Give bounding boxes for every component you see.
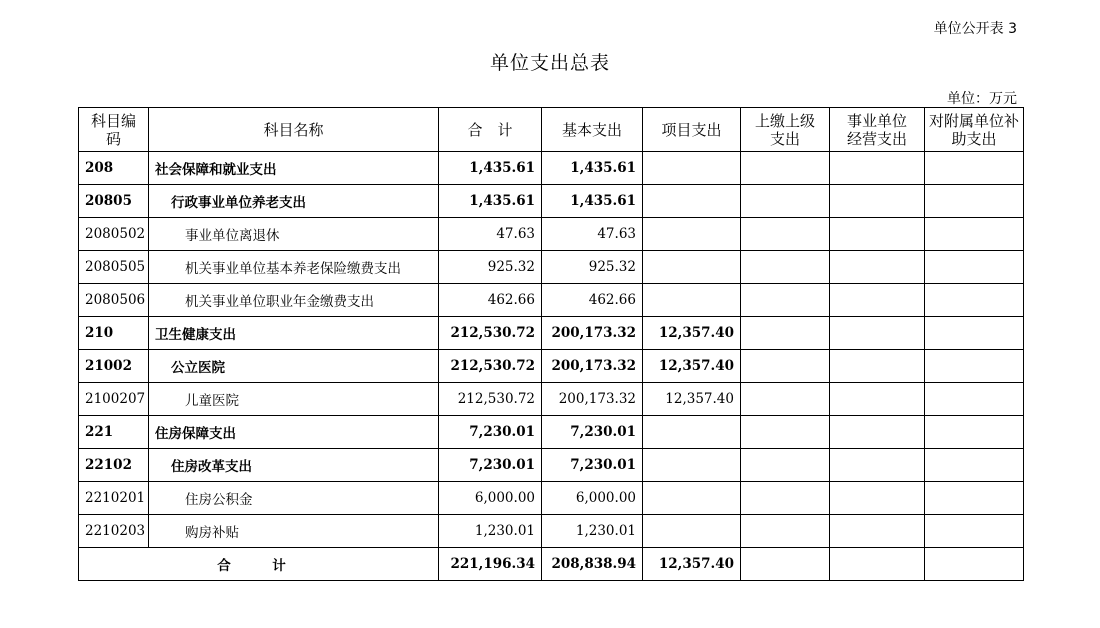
- cell-subsidy: [925, 449, 1024, 482]
- cell-name: 机关事业单位基本养老保险缴费支出: [149, 251, 439, 284]
- cell-basic: 208,838.94: [542, 548, 643, 581]
- cell-upper: [741, 350, 830, 383]
- cell-subsidy: [925, 218, 1024, 251]
- cell-upper: [741, 416, 830, 449]
- cell-project: [643, 482, 741, 515]
- cell-upper: [741, 218, 830, 251]
- cell-total: 6,000.00: [439, 482, 542, 515]
- header-basic: 基本支出: [542, 108, 643, 152]
- cell-name: 购房补贴: [149, 515, 439, 548]
- header-upper: 上缴上级支出: [741, 108, 830, 152]
- cell-total: 7,230.01: [439, 449, 542, 482]
- cell-code: 21002: [79, 350, 149, 383]
- cell-upper: [741, 317, 830, 350]
- cell-total: 7,230.01: [439, 416, 542, 449]
- cell-basic: 6,000.00: [542, 482, 643, 515]
- cell-operation: [830, 548, 925, 581]
- cell-name: 卫生健康支出: [149, 317, 439, 350]
- cell-upper: [741, 449, 830, 482]
- cell-project: [643, 152, 741, 185]
- cell-name: 公立医院: [149, 350, 439, 383]
- expenditure-table: [78, 107, 1024, 581]
- cell-subsidy: [925, 185, 1024, 218]
- cell-total: 462.66: [439, 284, 542, 317]
- cell-basic: 1,435.61: [542, 152, 643, 185]
- cell-code: 20805: [79, 185, 149, 218]
- cell-subsidy: [925, 284, 1024, 317]
- cell-code: 22102: [79, 449, 149, 482]
- cell-total: 212,530.72: [439, 383, 542, 416]
- cell-upper: [741, 515, 830, 548]
- cell-operation: [830, 284, 925, 317]
- cell-subsidy: [925, 251, 1024, 284]
- cell-name: 机关事业单位职业年金缴费支出: [149, 284, 439, 317]
- cell-project: [643, 515, 741, 548]
- cell-code: 2210203: [79, 515, 149, 548]
- cell-operation: [830, 251, 925, 284]
- cell-basic: 1,435.61: [542, 185, 643, 218]
- header-code: 科目编码: [79, 108, 149, 152]
- cell-project: 12,357.40: [643, 548, 741, 581]
- cell-subsidy: [925, 548, 1024, 581]
- cell-code: 208: [79, 152, 149, 185]
- cell-total: 212,530.72: [439, 350, 542, 383]
- cell-project: 12,357.40: [643, 317, 741, 350]
- table-row: [79, 251, 1024, 284]
- cell-upper: [741, 152, 830, 185]
- cell-total: 221,196.34: [439, 548, 542, 581]
- cell-operation: [830, 317, 925, 350]
- cell-operation: [830, 482, 925, 515]
- cell-basic: 200,173.32: [542, 317, 643, 350]
- cell-total: 47.63: [439, 218, 542, 251]
- cell-subsidy: [925, 416, 1024, 449]
- cell-upper: [741, 185, 830, 218]
- cell-basic: 200,173.32: [542, 350, 643, 383]
- cell-project: [643, 284, 741, 317]
- table-row: [79, 185, 1024, 218]
- cell-subsidy: [925, 317, 1024, 350]
- cell-name: 住房改革支出: [149, 449, 439, 482]
- page-title: 单位支出总表: [489, 52, 610, 74]
- cell-name: 儿童医院: [149, 383, 439, 416]
- unit-label: 单位：万元: [947, 91, 1017, 107]
- cell-name: 住房公积金: [149, 482, 439, 515]
- cell-name: 住房保障支出: [149, 416, 439, 449]
- table-row: [79, 383, 1024, 416]
- total-label: 合 计: [79, 548, 439, 581]
- table-row: [79, 416, 1024, 449]
- cell-upper: [741, 482, 830, 515]
- cell-operation: [830, 383, 925, 416]
- cell-basic: 925.32: [542, 251, 643, 284]
- cell-operation: [830, 218, 925, 251]
- cell-project: [643, 218, 741, 251]
- cell-code: 2080505: [79, 251, 149, 284]
- table-row: [79, 218, 1024, 251]
- cell-project: 12,357.40: [643, 383, 741, 416]
- cell-subsidy: [925, 152, 1024, 185]
- table-row: [79, 317, 1024, 350]
- cell-basic: 7,230.01: [542, 449, 643, 482]
- table-row: [79, 152, 1024, 185]
- cell-project: 12,357.40: [643, 350, 741, 383]
- header-name: 科目名称: [149, 108, 439, 152]
- cell-project: [643, 449, 741, 482]
- cell-total: 1,435.61: [439, 185, 542, 218]
- cell-total: 1,230.01: [439, 515, 542, 548]
- header-subsidy: 对附属单位补助支出: [925, 108, 1024, 152]
- table-row: [79, 449, 1024, 482]
- cell-name: 社会保障和就业支出: [149, 152, 439, 185]
- table-row: [79, 515, 1024, 548]
- table-number-label: 单位公开表 3: [933, 21, 1017, 37]
- cell-total: 1,435.61: [439, 152, 542, 185]
- cell-operation: [830, 416, 925, 449]
- table-row: [79, 482, 1024, 515]
- cell-project: [643, 416, 741, 449]
- cell-subsidy: [925, 515, 1024, 548]
- cell-upper: [741, 548, 830, 581]
- cell-code: 2080502: [79, 218, 149, 251]
- cell-upper: [741, 383, 830, 416]
- cell-basic: 1,230.01: [542, 515, 643, 548]
- cell-operation: [830, 350, 925, 383]
- cell-operation: [830, 185, 925, 218]
- table-row: [79, 350, 1024, 383]
- cell-code: 2080506: [79, 284, 149, 317]
- cell-subsidy: [925, 350, 1024, 383]
- cell-operation: [830, 152, 925, 185]
- cell-basic: 7,230.01: [542, 416, 643, 449]
- cell-code: 2100207: [79, 383, 149, 416]
- cell-name: 事业单位离退休: [149, 218, 439, 251]
- cell-basic: 200,173.32: [542, 383, 643, 416]
- cell-upper: [741, 284, 830, 317]
- cell-basic: 47.63: [542, 218, 643, 251]
- table-row: [79, 284, 1024, 317]
- cell-project: [643, 251, 741, 284]
- cell-subsidy: [925, 482, 1024, 515]
- header-row: [79, 108, 1024, 152]
- cell-upper: [741, 251, 830, 284]
- cell-operation: [830, 515, 925, 548]
- cell-project: [643, 185, 741, 218]
- cell-code: 210: [79, 317, 149, 350]
- header-operation: 事业单位经营支出: [830, 108, 925, 152]
- header-total: 合 计: [439, 108, 542, 152]
- cell-code: 2210201: [79, 482, 149, 515]
- cell-subsidy: [925, 383, 1024, 416]
- cell-basic: 462.66: [542, 284, 643, 317]
- cell-operation: [830, 449, 925, 482]
- total-row: [79, 548, 1024, 581]
- header-project: 项目支出: [643, 108, 741, 152]
- cell-total: 212,530.72: [439, 317, 542, 350]
- cell-name: 行政事业单位养老支出: [149, 185, 439, 218]
- cell-total: 925.32: [439, 251, 542, 284]
- cell-code: 221: [79, 416, 149, 449]
